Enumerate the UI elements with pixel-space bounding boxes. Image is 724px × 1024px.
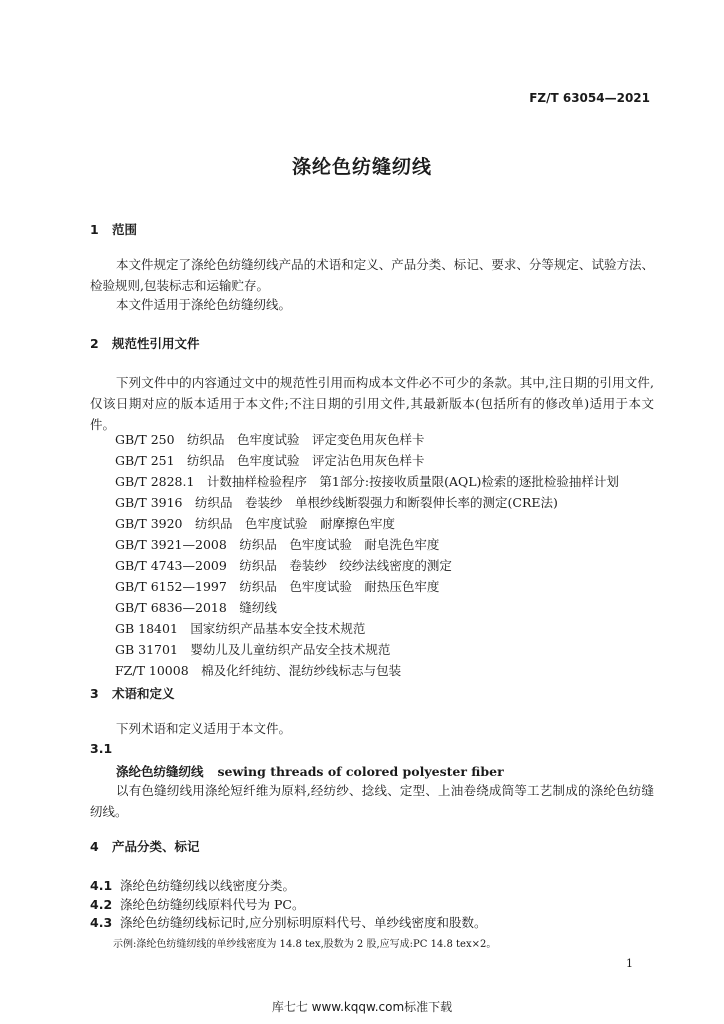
section-title: 规范性引用文件 (112, 336, 200, 351)
subclause-text: 涤纶色纺缝纫线标记时,应分别标明原料代号、单纱线密度和股数。 (120, 915, 487, 930)
subclause-4-3 (90, 913, 486, 931)
section-title: 产品分类、标记 (112, 839, 200, 854)
subclause-number: 4.2 (90, 897, 113, 912)
reference-item: GB/T 251 纺织品 色牢度试验 评定沾色用灰色样卡 (115, 453, 425, 468)
footer-watermark: 库七七 www.kqqw.com标准下载 (271, 1000, 453, 1014)
example-note: 示例:涤纶色纺缝纫线的单纱线密度为 14.8 tex,股数为 2 股,应写成:PC 14.8 tex×2。 (113, 939, 497, 950)
subclause-text: 涤纶色纺缝纫线原料代号为 PC。 (120, 897, 305, 912)
term-entry (116, 762, 504, 780)
term-definition: 以有色缝纫线用涤纶短纤维为原料,经纺纱、捻线、定型、上油卷绕成筒等工艺制成的涤纶色纺缝纫线。 (90, 783, 654, 819)
reference-item: FZ/T 10008 棉及化纤纯纺、混纺纱线标志与包装 (115, 663, 402, 678)
term-chinese: 涤纶色纺缝纫线 (116, 764, 204, 779)
reference-item: GB 31701 婴幼儿及儿童纺织产品安全技术规范 (115, 642, 391, 657)
section-3-para-1: 下列术语和定义适用于本文件。 (116, 721, 292, 736)
subclause-number: 4.1 (90, 878, 113, 893)
section-2-heading (90, 334, 200, 352)
subclause-text: 涤纶色纺缝纫线以线密度分类。 (120, 878, 296, 893)
clause-number: 3.1 (90, 741, 113, 756)
section-4-heading (90, 837, 200, 855)
reference-item: GB/T 4743—2009 纺织品 卷装纱 绞纱法线密度的测定 (115, 558, 452, 573)
section-number: 3 (90, 686, 99, 701)
section-3-heading (90, 684, 175, 702)
section-title: 术语和定义 (112, 686, 175, 701)
reference-item: GB/T 250 纺织品 色牢度试验 评定变色用灰色样卡 (115, 432, 425, 447)
reference-item: GB/T 3920 纺织品 色牢度试验 耐摩擦色牢度 (115, 516, 396, 531)
standard-number: FZ/T 63054—2021 (529, 91, 650, 105)
reference-item: GB/T 2828.1 计数抽样检验程序 第1部分:按接收质量限(AQL)检索的逐批检验抽样计划 (115, 474, 619, 489)
term-english: sewing threads of colored polyester fiber (217, 764, 504, 779)
reference-item: GB/T 6836—2018 缝纫线 (115, 600, 277, 615)
section-1-para-1: 本文件规定了涤纶色纺缝纫线产品的术语和定义、产品分类、标记、要求、分等规定、试验方法、检验规则,包装标志和运输贮存。 (90, 257, 654, 293)
section-1-para-2: 本文件适用于涤纶色纺缝纫线。 (116, 297, 292, 312)
section-number: 1 (90, 222, 99, 237)
section-number: 4 (90, 839, 99, 854)
subclause-number: 4.3 (90, 915, 113, 930)
section-2-para-1: 下列文件中的内容通过文中的规范性引用而构成本文件必不可少的条款。其中,注日期的引用文件,仅该日期对应的版本适用于本文件;不注日期的引用文件,其最新版本(包括所有的修改单)适用于本文件。 (90, 375, 654, 432)
subclause-4-1 (90, 876, 295, 894)
reference-item: GB/T 3921—2008 纺织品 色牢度试验 耐皂洗色牢度 (115, 537, 440, 552)
page-number: 1 (626, 957, 633, 970)
reference-item: GB 18401 国家纺织产品基本安全技术规范 (115, 621, 366, 636)
section-1-heading (90, 220, 137, 238)
document-title: 涤纶色纺缝纫线 (291, 156, 432, 178)
subclause-4-2 (90, 895, 304, 913)
reference-item: GB/T 6152—1997 纺织品 色牢度试验 耐热压色牢度 (115, 579, 440, 594)
section-number: 2 (90, 336, 99, 351)
section-title: 范围 (112, 222, 138, 237)
reference-item: GB/T 3916 纺织品 卷装纱 单根纱线断裂强力和断裂伸长率的测定(CRE法) (115, 495, 558, 510)
